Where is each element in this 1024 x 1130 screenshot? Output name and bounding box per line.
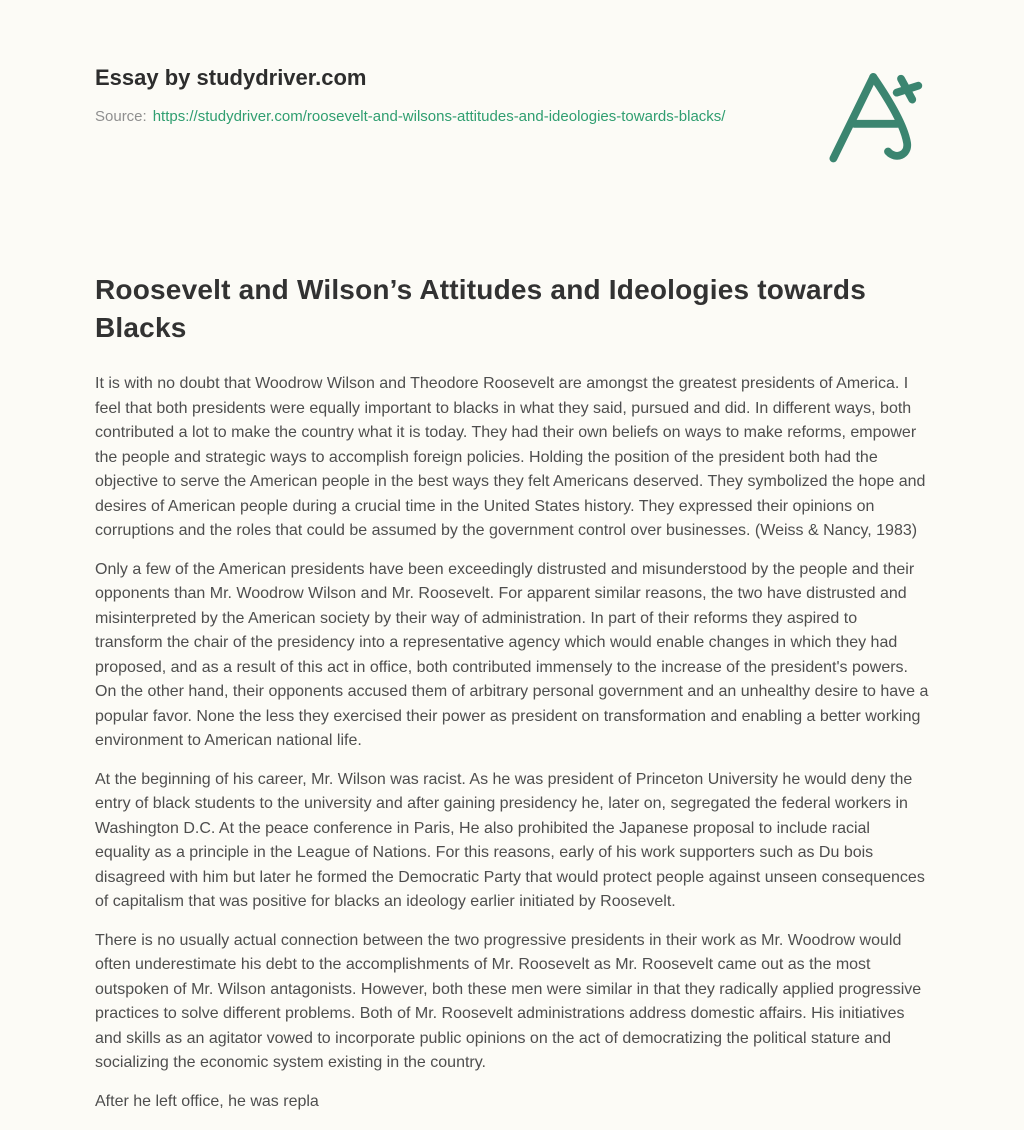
essay-paragraph-1: It is with no doubt that Woodrow Wilson and Theodore Roosevelt are amongst the greatest presidents of America. I feel that both presidents were equally important to blacks in what they said, pursued and did. In different ways, both contributed a lot to make the country what it is today. They had their own beliefs on ways to make reforms, empower the people and strategic ways to accomplish foreign policies. Holding the position of the president both had the objective to serve the American people in the best ways they felt Americans deserved. They symbolized the hope and desires of American people during a crucial time in the United States history. They expressed their opinions on corruptions and the roles that could be assumed by the government control over businesses. (Weiss & Nancy, 1983) — [95, 375, 926, 539]
source-label: Source: — [95, 108, 147, 125]
essay-by-title: Essay by studydriver.com — [95, 65, 367, 90]
header-left — [95, 64, 725, 129]
essay-body — [95, 372, 929, 1114]
essay-paragraph-5: After he left office, he was repla — [95, 1092, 319, 1110]
source-url-link[interactable]: https://studydriver.com/roosevelt-and-wilsons-attitudes-and-ideologies-towards-blacks/ — [152, 108, 726, 125]
studydriver-logo-icon — [823, 68, 927, 164]
essay-paragraph-4: There is no usually actual connection between the two progressive presidents in their work as Mr. Woodrow would often underestimate his debt to the accomplishments of Mr. Roosevelt as Mr. Roosevelt came out as the most outspoken of Mr. Wilson antagonists. However, both these men were similar in that they radically applied progressive practices to solve different problems. Both of Mr. Roosevelt administrations address domestic affairs. His initiatives and skills as an agitator vowed to incorporate public opinions on the act of democratizing the political stature and socializing the economic system existing in the country. — [95, 931, 922, 1071]
source-line — [95, 105, 725, 129]
essay-paragraph-3: At the beginning of his career, Mr. Wilson was racist. As he was president of Princeton University he would deny the entry of black students to the university and after gaining presidency he, later on, segregated the federal workers in Washington D.C. At the peace conference in Paris, He also prohibited the Japanese proposal to include racial equality as a principle in the League of Nations. For this reasons, early of his work supporters such as Du bois disagreed with him but later he formed the Democratic Party that would protect people against unseen consequences of capitalism that was positive for blacks an ideology earlier initiated by Roosevelt. — [95, 770, 925, 910]
essay-paragraph-2: Only a few of the American presidents have been exceedingly distrusted and misunderstood by the people and their opponents than Mr. Woodrow Wilson and Mr. Roosevelt. For apparent similar reasons, the two have distrusted and misinterpreted by the American society by their way of administration. In part of their reforms they aspired to transform the chair of the presidency into a representative agency which would enable changes in which they had proposed, and as a result of this act in office, both contributed immensely to the increase of the president's powers. On the other hand, their opponents accused them of arbitrary personal government and an unhealthy desire to have a popular favor. None the less they exercised their power as president on transformation and enabling a better working environment to American national life. — [95, 560, 929, 749]
essay-title: Roosevelt and Wilson’s Attitudes and Ideologies towards Blacks — [95, 274, 866, 343]
studydriver-logo — [823, 68, 927, 169]
header — [95, 64, 929, 169]
